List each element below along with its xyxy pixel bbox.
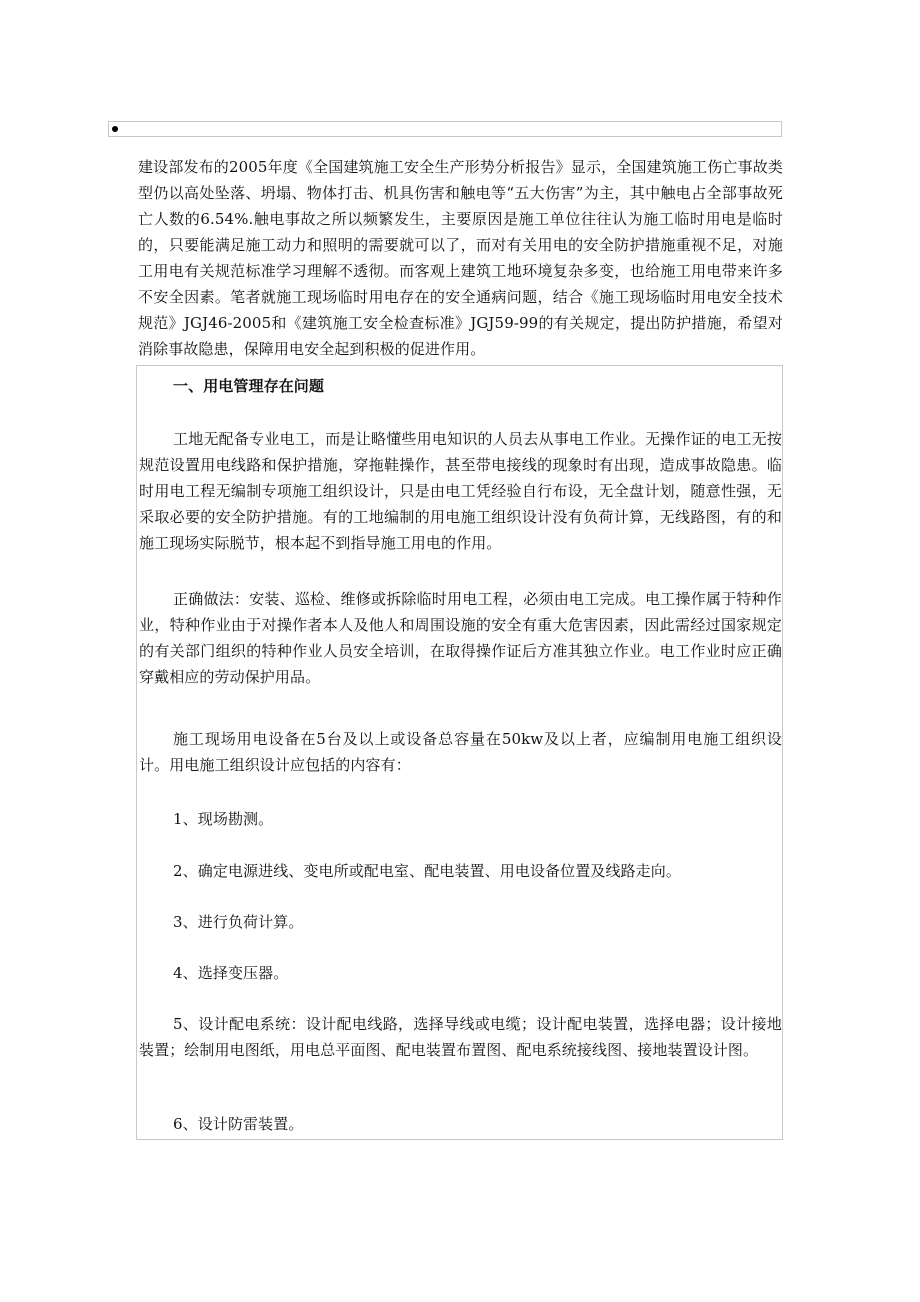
content-box (136, 365, 783, 1140)
list-item: 3、进行负荷计算。 (173, 913, 304, 931)
intro-paragraph: 建设部发布的2005年度《全国建筑施工安全生产形势分析报告》显示，全国建筑施工伤亡事故类型仍以高处坠落、坍塌、物体打击、机具伤害和触电等“五大伤害”为主，其中触电占全部事故死亡人数的6.54%.触电事故之所以频繁发生，主要原因是施工单位往往认为施工临时用电是临时的，只要能满足施工动力和照明的需要就可以了，而对有关用电的安全防护措施重视不足，对施工用电有关规范标准学习理解不透彻。而客观上建筑工地环境复杂多变，也给施工用电带来许多不安全因素。笔者就施工现场临时用电存在的安全通病问题，结合《施工现场临时用电安全技术规范》JGJ46-2005和《建筑施工安全检查标准》JGJ59-99的有关规定，提出防护措施，希望对消除事故隐患，保障用电安全起到积极的促进作用。 (138, 158, 783, 358)
section-paragraph: 正确做法：安装、巡检、维修或拆除临时用电工程，必须由电工完成。电工操作属于特种作业，特种作业由于对操作者本人及他人和周围设施的安全有重大危害因素，因此需经过国家规定的有关部门组织的特种作业人员安全培训，在取得操作证后方准其独立作业。电工作业时应正确穿戴相应的劳动保护用品。 (139, 590, 782, 686)
list-item: 1、现场勘测。 (173, 810, 274, 828)
list-item: 5、设计配电系统：设计配电线路，选择导线或电缆；设计配电装置，选择电器；设计接地装置；绘制用电图纸，用电总平面图、配电装置布置图、配电系统接线图、接地装置设计图。 (139, 1015, 782, 1059)
section-paragraph: 工地无配备专业电工，而是让略懂些用电知识的人员去从事电工作业。无操作证的电工无按规范设置用电线路和保护措施，穿拖鞋操作，甚至带电接线的现象时有出现，造成事故隐患。临时用电工程无编制专项施工组织设计，只是由电工凭经验自行布设，无全盘计划，随意性强，无采取必要的安全防护措施。有的工地编制的用电施工组织设计没有负荷计算，无线路图，有的和施工现场实际脱节，根本起不到指导施工用电的作用。 (139, 430, 782, 552)
bullet-icon (112, 126, 118, 132)
list-item: 4、选择变压器。 (173, 964, 289, 982)
section-paragraph: 施工现场用电设备在5台及以上或设备总容量在50kw及以上者，应编制用电施工组织设计。用电施工组织设计应包括的内容有： (139, 730, 782, 774)
section-heading: 一、用电管理存在问题 (173, 377, 325, 395)
list-item: 2、确定电源进线、变电所或配电室、配电装置、用电设备位置及线路走向。 (173, 862, 681, 880)
bullet-bar (108, 121, 782, 137)
list-item: 6、设计防雷装置。 (173, 1115, 304, 1133)
